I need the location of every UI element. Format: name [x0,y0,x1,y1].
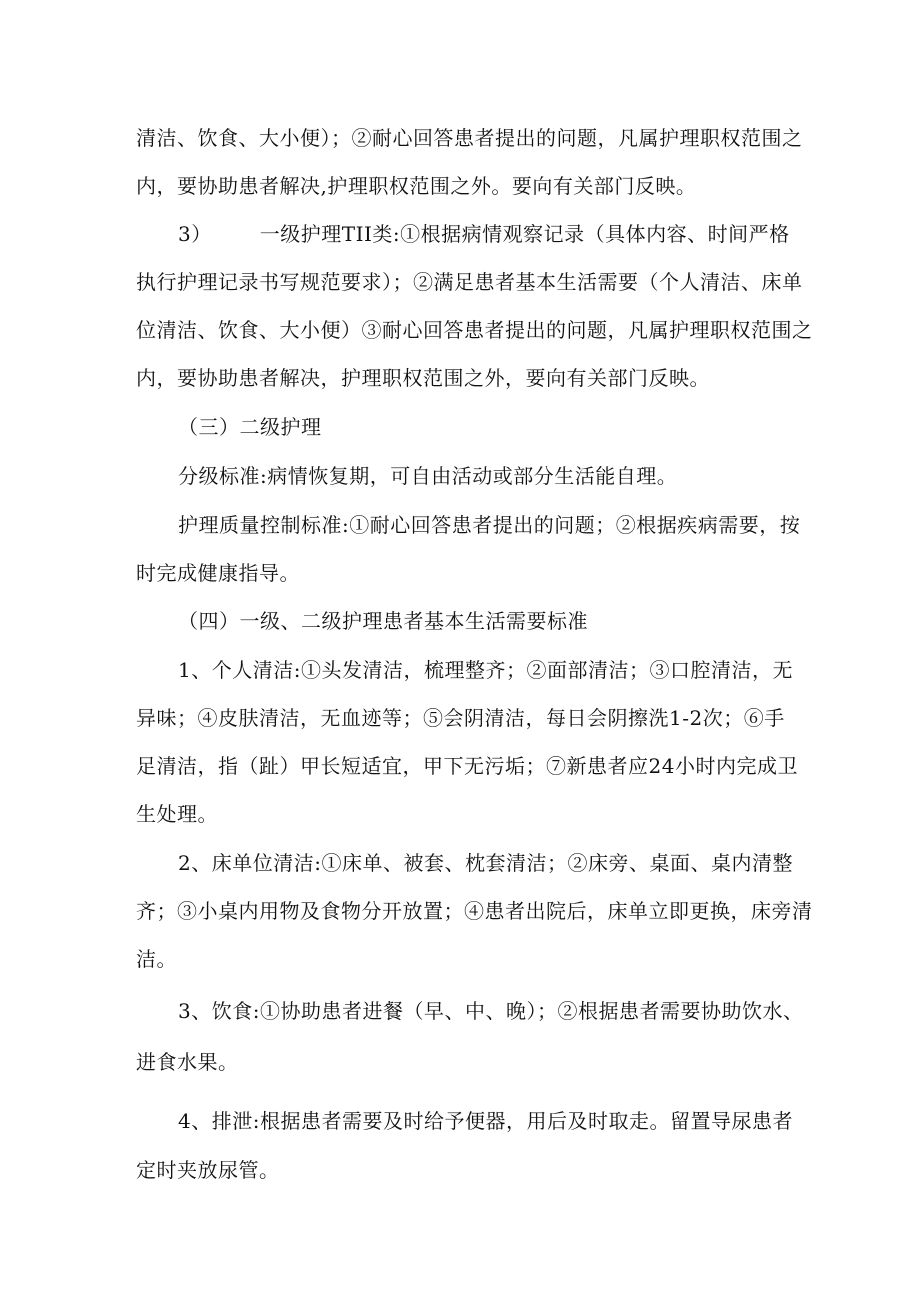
paragraph-line: 定时夹放尿管。 [136,1158,280,1182]
paragraph-line: 足清洁，指（趾）甲长短适宜，甲下无污垢；⑦新患者应24小时内完成卫 [136,754,798,778]
section-heading: （四）一级、二级护理患者基本生活需要标准 [178,609,588,633]
paragraph-line: 内，要协助患者解决，护理职权范围之外，要向有关部门反映。 [136,366,710,390]
paragraph-line: 洁。 [136,947,177,971]
paragraph-line: 4、排泄:根据患者需要及时给予便器，用后及时取走。留置导尿患者 [178,1109,793,1133]
list-number: 3） [178,222,212,246]
section-heading: （三）二级护理 [178,415,322,439]
paragraph-line: 异味；④皮肤清洁，无血迹等；⑤会阴清洁，每日会阴擦洗1-2次；⑥手 [136,706,785,730]
paragraph-line: 进食水果。 [136,1050,239,1074]
paragraph-line: 齐；③小桌内用物及食物分开放置；④患者出院后，床单立即更换，床旁清 [136,899,813,923]
paragraph-text: 一级护理TII类:①根据病情观察记录（具体内容、时间严格 [259,222,790,246]
paragraph-line: 3、饮食:①协助患者进餐（早、中、晚）；②根据患者需要协助饮水、 [178,999,804,1023]
paragraph-line: 内，要协助患者解决,护理职权范围之外。要向有关部门反映。 [136,174,697,198]
paragraph-line: 1、个人清洁:①头发清洁，梳理整齐；②面部清洁；③口腔清洁，无 [178,658,793,682]
paragraph-line: 2、床单位清洁:①床单、被套、枕套清洁；②床旁、桌面、桌内清整 [178,851,793,875]
paragraph-line: 时完成健康指导。 [136,561,300,585]
paragraph-line: 执行护理记录书写规范要求）；②满足患者基本生活需要（个人清洁、床单 [136,270,803,294]
paragraph-line: 位清洁、饮食、大小便）③耐心回答患者提出的问题，凡属护理职权范围之 [136,318,813,342]
paragraph-line: 分级标准:病情恢复期，可自由活动或部分生活能自理。 [178,464,678,488]
paragraph-line [178,220,838,248]
paragraph-line: 清洁、饮食、大小便）；②耐心回答患者提出的问题，凡属护理职权范围之 [136,126,803,150]
paragraph-line: 护理质量控制标准:①耐心回答患者提出的问题；②根据疾病需要，按 [178,513,801,537]
paragraph-line: 生处理。 [136,802,218,826]
